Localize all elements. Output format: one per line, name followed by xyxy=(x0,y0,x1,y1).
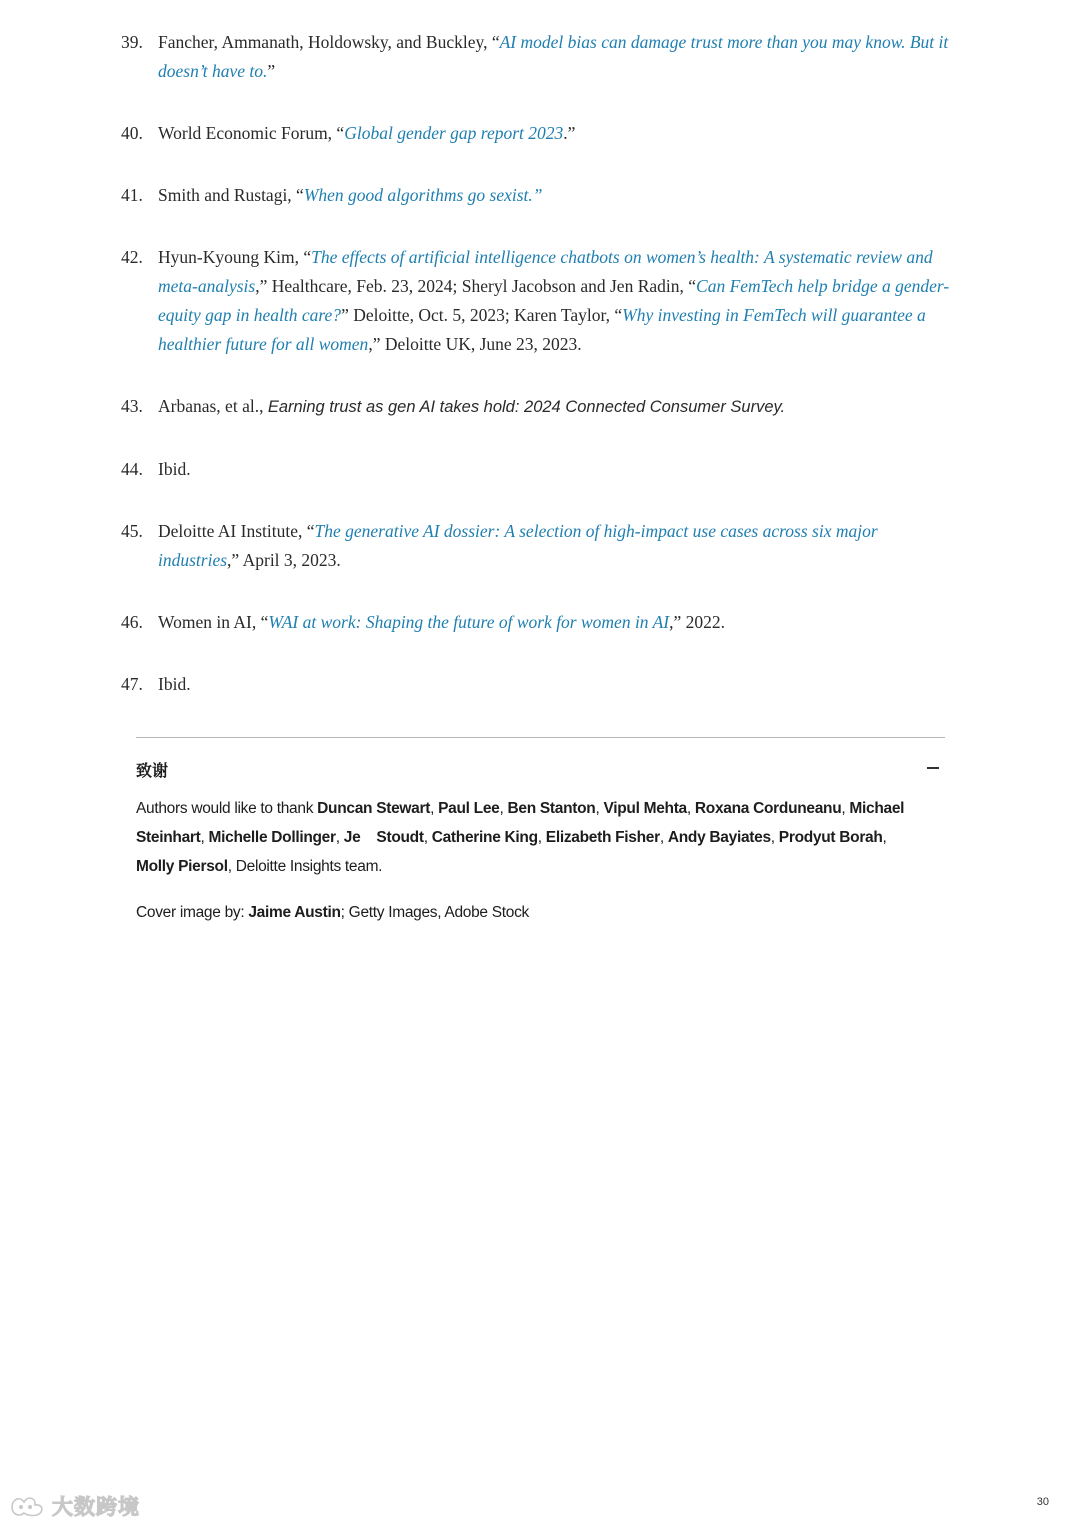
contributor-name: Catherine King xyxy=(431,829,538,846)
endnote-42-link-2[interactable]: Can FemTech help bridge a gender-equity gap in health care? xyxy=(158,276,950,325)
collapse-button[interactable] xyxy=(921,758,945,782)
endnote-43: 43. Arbanas, et al., Earning trust as gen AI takes hold: 2024 Connected Consumer Survey. xyxy=(121,392,951,422)
endnote-number: 47. xyxy=(121,674,143,694)
contributor-name: Roxana Corduneanu xyxy=(694,800,842,817)
endnote-40: 40. World Economic Forum, “Global gender gap report 2023.” xyxy=(121,119,951,148)
section-divider xyxy=(136,737,945,738)
endnote-46: 46. Women in AI, “WAI at work: Shaping the future of work for women in AI,” 2022. xyxy=(121,608,951,637)
endnote-46-link[interactable]: WAI at work: Shaping the future of work for women in AI xyxy=(268,612,670,632)
contributor-name: Duncan Stewart xyxy=(317,800,431,817)
endnote-42-link-3[interactable]: Why investing in FemTech will guarantee a healthier future for all women xyxy=(158,305,926,354)
contributor-name: Prodyut Borah xyxy=(778,829,883,846)
endnote-41-link[interactable]: When good algorithms go sexist.” xyxy=(303,185,543,205)
watermark-logo-icon xyxy=(8,1493,50,1519)
contributor-name: Ben Stanton xyxy=(507,800,596,817)
endnote-44: 44. Ibid. xyxy=(121,455,951,484)
endnote-42: 42. Hyun-Kyoung Kim, “The effects of artificial intelligence chatbots on women’s health: A systematic review and meta-analysis,” Healthcare, Feb. 23, 2024; Sheryl Jacobson and Jen Radin, “Can FemTech help bridge a gender-equity gap in health care?” Deloitte, Oct. 5, 2023; Karen Taylor, “Why investing in FemTech will guarantee a healthier future for all women,” Deloitte UK, June 23, 2023. xyxy=(121,243,951,359)
acknowledgments-header xyxy=(136,758,945,786)
endnote-number: 40. xyxy=(121,123,143,143)
endnote-42-link-1[interactable]: The effects of artificial intelligence chatbots on women’s health: A systematic review and meta-analysis xyxy=(158,247,933,296)
contributor-name: Elizabeth Fisher xyxy=(545,829,660,846)
contributor-name: Vipul Mehta xyxy=(603,800,687,817)
acknowledgments-text: Authors would like to thank Duncan Stewart, Paul Lee, Ben Stanton, Vipul Mehta, Roxana Corduneanu, Michael Steinhart, Michelle Dollinger, Je Stoudt, Catherine King, Elizabeth Fisher, Andy Bayiates, Prodyut Borah, Molly Piersol, Deloitte Insights team. xyxy=(136,800,905,875)
endnote-40-link[interactable]: Global gender gap report 2023 xyxy=(344,123,564,143)
contributor-name: Molly Piersol xyxy=(136,858,228,875)
watermark xyxy=(8,1491,140,1521)
endnote-45: 45. Deloitte AI Institute, “The generative AI dossier: A selection of high-impact use cases across six major industries,” April 3, 2023. xyxy=(121,517,951,575)
cover-artist: Jaime Austin xyxy=(248,904,341,921)
endnote-43-title: Earning trust as gen AI takes hold: 2024 Connected Consumer Survey. xyxy=(267,398,786,416)
contributor-name: Andy Bayiates xyxy=(667,829,771,846)
endnote-41: 41. Smith and Rustagi, “When good algorithms go sexist.” xyxy=(121,181,951,210)
endnote-number: 41. xyxy=(121,185,143,205)
cover-credit: Cover image by: Jaime Austin; Getty Images, Adobe Stock xyxy=(136,904,530,921)
page-number: 30 xyxy=(1036,1496,1049,1508)
endnote-number: 39. xyxy=(121,32,143,52)
contributor-name: Je Stoudt xyxy=(343,829,424,846)
endnote-47: 47. Ibid. xyxy=(121,670,951,699)
minus-icon xyxy=(927,767,939,769)
acknowledgments-section xyxy=(136,758,945,927)
endnote-number: 44. xyxy=(121,459,143,479)
endnote-39-link[interactable]: AI model bias can damage trust more than you may know. But it doesn’t have to. xyxy=(158,32,949,81)
endnote-number: 46. xyxy=(121,612,143,632)
endnote-number: 45. xyxy=(121,521,143,541)
endnote-45-link[interactable]: The generative AI dossier: A selection of high-impact use cases across six major industries xyxy=(158,521,878,570)
watermark-text: 大数跨境 xyxy=(52,1495,140,1519)
contributor-name: Paul Lee xyxy=(438,800,500,817)
acknowledgments-title: 致谢 xyxy=(136,763,169,780)
endnote-number: 42. xyxy=(121,247,143,267)
endnotes-list xyxy=(121,28,951,732)
contributor-name: Michelle Dollinger xyxy=(208,829,336,846)
endnote-39: 39. Fancher, Ammanath, Holdowsky, and Buckley, “AI model bias can damage trust more than you may know. But it doesn’t have to.” xyxy=(121,28,951,86)
endnote-number: 43. xyxy=(121,396,143,416)
contributor-name: Michael Steinhart xyxy=(136,800,905,846)
